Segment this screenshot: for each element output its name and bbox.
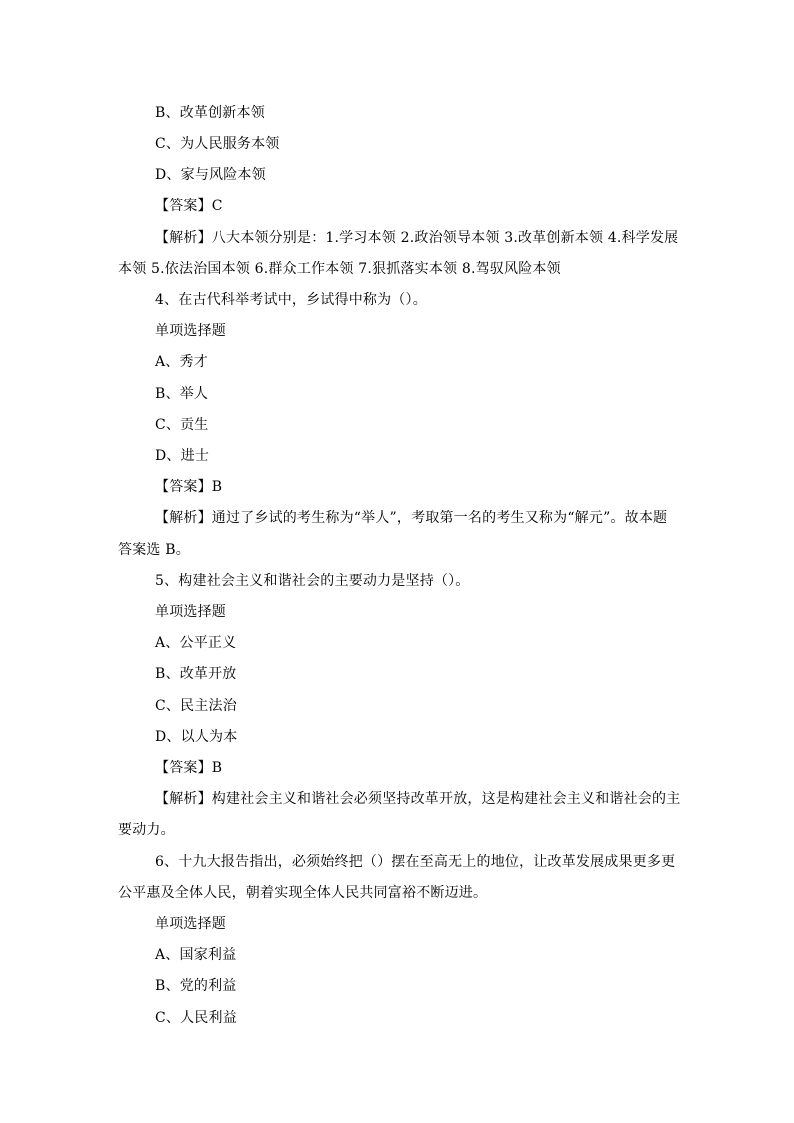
option-c-line: C、民主法治 bbox=[155, 698, 237, 714]
explanation-line: 【解析】构建社会主义和谐社会必须坚持改革开放，这是构建社会主义和谐社会的主 bbox=[155, 791, 681, 807]
answer-line: 【答案】C bbox=[155, 198, 223, 214]
option-c-line: C、为人民服务本领 bbox=[155, 136, 280, 152]
question-5-line: 5、构建社会主义和谐社会的主要动力是坚持（）。 bbox=[155, 573, 470, 589]
option-d-line: D、进士 bbox=[155, 448, 210, 464]
option-d-line: D、以人为本 bbox=[155, 729, 238, 745]
question-type-line: 单项选择题 bbox=[155, 916, 226, 932]
question-type-line: 单项选择题 bbox=[155, 323, 226, 339]
explanation-continuation-line: 本领 5.依法治国本领 6.群众工作本领 7.狠抓落实本领 8.驾驭风险本领 bbox=[118, 261, 561, 277]
option-b-line: B、举人 bbox=[155, 386, 209, 402]
option-a-line: A、国家利益 bbox=[155, 947, 237, 963]
explanation-line: 【解析】通过了乡试的考生称为“举人”，考取第一名的考生又称为“解元”。故本题 bbox=[155, 510, 668, 526]
option-b-line: B、改革创新本领 bbox=[155, 105, 265, 121]
option-d-line: D、家与风险本领 bbox=[155, 167, 266, 183]
question-type-line: 单项选择题 bbox=[155, 604, 226, 620]
question-6-continuation-line: 公平惠及全体人民，朝着实现全体人民共同富裕不断迈进。 bbox=[118, 885, 488, 901]
explanation-continuation-line: 要动力。 bbox=[118, 822, 175, 838]
option-a-line: A、秀才 bbox=[155, 354, 208, 370]
option-b-line: B、改革开放 bbox=[155, 666, 237, 682]
question-6-line: 6、十九大报告指出，必须始终把（）摆在至高无上的地位，让改革发展成果更多更 bbox=[155, 854, 676, 870]
option-b-line: B、党的利益 bbox=[155, 978, 237, 994]
question-4-line: 4、在古代科举考试中，乡试得中称为（）。 bbox=[155, 292, 427, 308]
explanation-continuation-line: 答案选 B。 bbox=[118, 542, 190, 558]
option-c-line: C、人民利益 bbox=[155, 1010, 237, 1026]
option-c-line: C、贡生 bbox=[155, 417, 209, 433]
answer-line: 【答案】B bbox=[155, 760, 223, 776]
explanation-line: 【解析】八大本领分别是：1.学习本领 2.政治领导本领 3.改革创新本领 4.科学发展 bbox=[155, 230, 679, 246]
option-a-line: A、公平正义 bbox=[155, 635, 237, 651]
answer-line: 【答案】B bbox=[155, 479, 223, 495]
